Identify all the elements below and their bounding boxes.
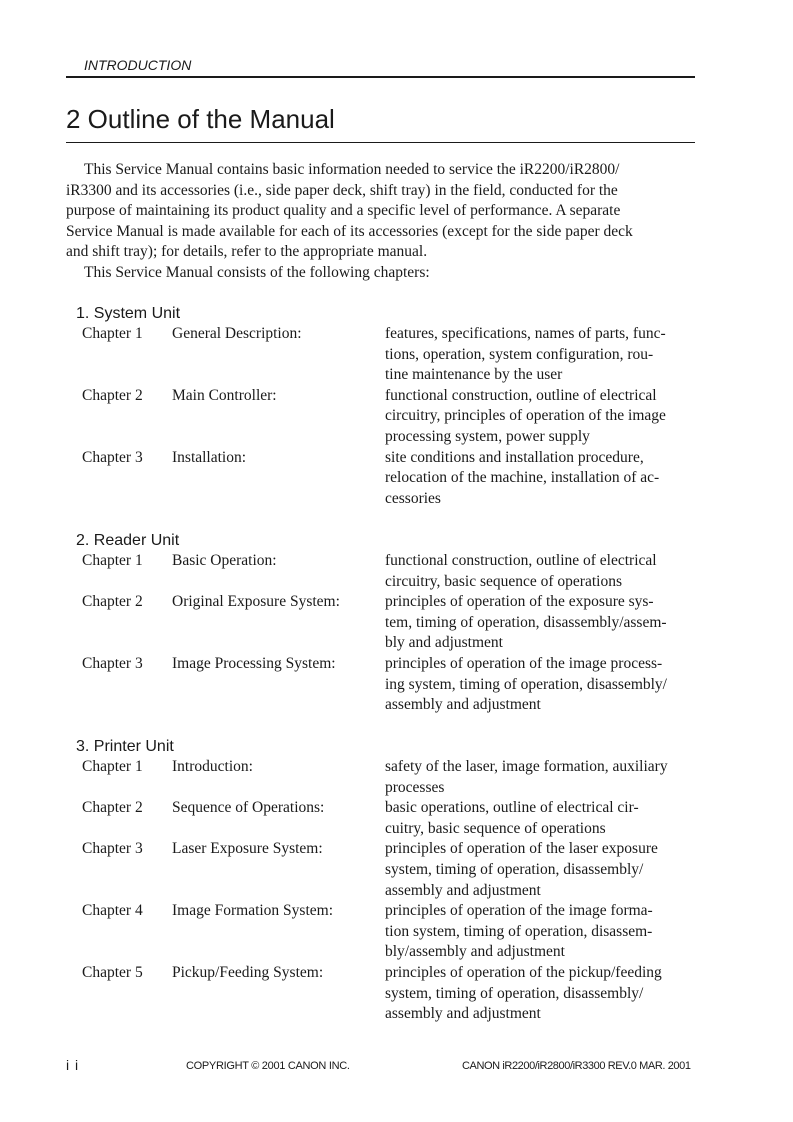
description-line: functional construction, outline of electrical — [385, 552, 657, 569]
chapter-description — [385, 551, 697, 592]
description-line: tions, operation, system configuration, rou- — [385, 345, 654, 363]
description-line: assembly and adjustment — [385, 881, 541, 899]
chapter-name: Image Processing System: — [172, 654, 336, 672]
chapter-number: Chapter 2 — [82, 799, 143, 817]
chapter-name: Sequence of Operations: — [172, 799, 325, 817]
description-line: relocation of the machine, installation of ac- — [385, 469, 660, 487]
description-line: features, specifications, names of parts, func- — [385, 325, 666, 342]
chapter-description — [385, 448, 697, 510]
description-line: system, timing of operation, disassembly/ — [385, 860, 644, 878]
description-line: tine maintenance by the user — [385, 366, 563, 384]
chapter-row — [66, 551, 695, 592]
chapter-row — [66, 798, 695, 839]
description-line: assembly and adjustment — [385, 1005, 541, 1023]
header-rule — [66, 76, 695, 78]
description-line: principles of operation of the image forma- — [385, 902, 653, 920]
description-line: basic operations, outline of electrical cir- — [385, 799, 639, 817]
copyright-notice: COPYRIGHT © 2001 CANON INC. — [186, 1060, 350, 1072]
chapter-row — [66, 324, 695, 386]
intro-line: iR3300 and its accessories (i.e., side paper deck, shift tray) in the field, conducted for the — [66, 181, 618, 199]
chapter-name: General Description: — [172, 325, 302, 342]
section-title: 2. Reader Unit — [76, 532, 180, 549]
description-line: circuitry, basic sequence of operations — [385, 572, 622, 590]
description-line: safety of the laser, image formation, auxiliary — [385, 758, 668, 775]
chapter-description — [385, 386, 697, 448]
chapter-number: Chapter 2 — [82, 386, 143, 404]
chapter-row — [66, 757, 695, 798]
chapter-number: Chapter 1 — [82, 552, 143, 569]
chapter-name: Main Controller: — [172, 386, 277, 404]
title-rule — [66, 142, 695, 143]
chapter-description — [385, 963, 697, 1025]
description-line: functional construction, outline of electrical — [385, 386, 657, 404]
intro-line: This Service Manual contains basic information needed to service the iR2200/iR2800/ — [84, 161, 620, 178]
running-header: INTRODUCTION — [84, 57, 192, 73]
description-line: principles of operation of the exposure sys- — [385, 593, 654, 611]
chapter-number: Chapter 1 — [82, 758, 143, 775]
chapter-number: Chapter 2 — [82, 593, 143, 611]
description-line: bly and adjustment — [385, 634, 503, 652]
chapter-row — [66, 592, 695, 654]
chapter-description — [385, 757, 697, 798]
chapter-name: Basic Operation: — [172, 552, 277, 569]
description-line: processing system, power supply — [385, 427, 590, 445]
intro-line: and shift tray); for details, refer to the appropriate manual. — [66, 243, 428, 261]
description-line: processes — [385, 778, 445, 796]
intro-line: Service Manual is made available for each of its accessories (except for the side paper deck — [66, 222, 633, 240]
document-reference: CANON iR2200/iR2800/iR3300 REV.0 MAR. 2001 — [462, 1060, 691, 1072]
description-line: cessories — [385, 489, 441, 507]
intro-paragraph — [66, 160, 695, 284]
chapter-name: Original Exposure System: — [172, 593, 340, 611]
section-printer-unit — [66, 737, 695, 1025]
section-title: 1. System Unit — [76, 305, 181, 322]
chapter-name: Laser Exposure System: — [172, 840, 323, 858]
description-line: assembly and adjustment — [385, 696, 541, 714]
chapter-row — [66, 963, 695, 1025]
chapter-row — [66, 386, 695, 448]
description-line: tion system, timing of operation, disassem- — [385, 922, 653, 940]
section-system-unit — [66, 304, 695, 509]
chapter-number: Chapter 3 — [82, 448, 143, 466]
chapter-description — [385, 592, 697, 654]
description-line: tem, timing of operation, disassembly/assem- — [385, 613, 667, 631]
chapter-description — [385, 901, 697, 963]
description-line: ing system, timing of operation, disassembly/ — [385, 675, 667, 693]
chapter-row — [66, 839, 695, 901]
description-line: site conditions and installation procedure, — [385, 448, 644, 466]
chapter-name: Pickup/Feeding System: — [172, 963, 324, 981]
chapter-name: Installation: — [172, 448, 247, 466]
chapter-description — [385, 839, 697, 901]
page-title: 2 Outline of the Manual — [66, 104, 335, 134]
chapter-description — [385, 654, 697, 716]
chapter-description — [385, 324, 697, 386]
description-line: principles of operation of the pickup/feeding — [385, 963, 662, 981]
section-title: 3. Printer Unit — [76, 738, 174, 755]
chapter-description — [385, 798, 697, 839]
section-reader-unit — [66, 531, 695, 716]
intro-line: purpose of maintaining its product quality and a specific level of performance. A separate — [66, 202, 621, 220]
page-number: i i — [66, 1057, 80, 1073]
chapter-name: Image Formation System: — [172, 902, 334, 920]
chapters-intro-line: This Service Manual consists of the following chapters: — [84, 263, 430, 281]
chapter-number: Chapter 3 — [82, 840, 143, 858]
chapter-number: Chapter 4 — [82, 902, 143, 920]
chapter-row — [66, 901, 695, 963]
description-line: circuitry, principles of operation of the image — [385, 407, 666, 425]
chapter-row — [66, 654, 695, 716]
description-line: system, timing of operation, disassembly/ — [385, 984, 644, 1002]
chapter-number: Chapter 1 — [82, 325, 143, 342]
chapter-name: Introduction: — [172, 758, 253, 775]
description-line: principles of operation of the image process- — [385, 654, 663, 672]
description-line: principles of operation of the laser exposure — [385, 840, 658, 858]
description-line: cuitry, basic sequence of operations — [385, 819, 606, 837]
chapter-number: Chapter 3 — [82, 654, 143, 672]
chapter-number: Chapter 5 — [82, 963, 143, 981]
chapter-row — [66, 448, 695, 510]
description-line: bly/assembly and adjustment — [385, 943, 565, 961]
